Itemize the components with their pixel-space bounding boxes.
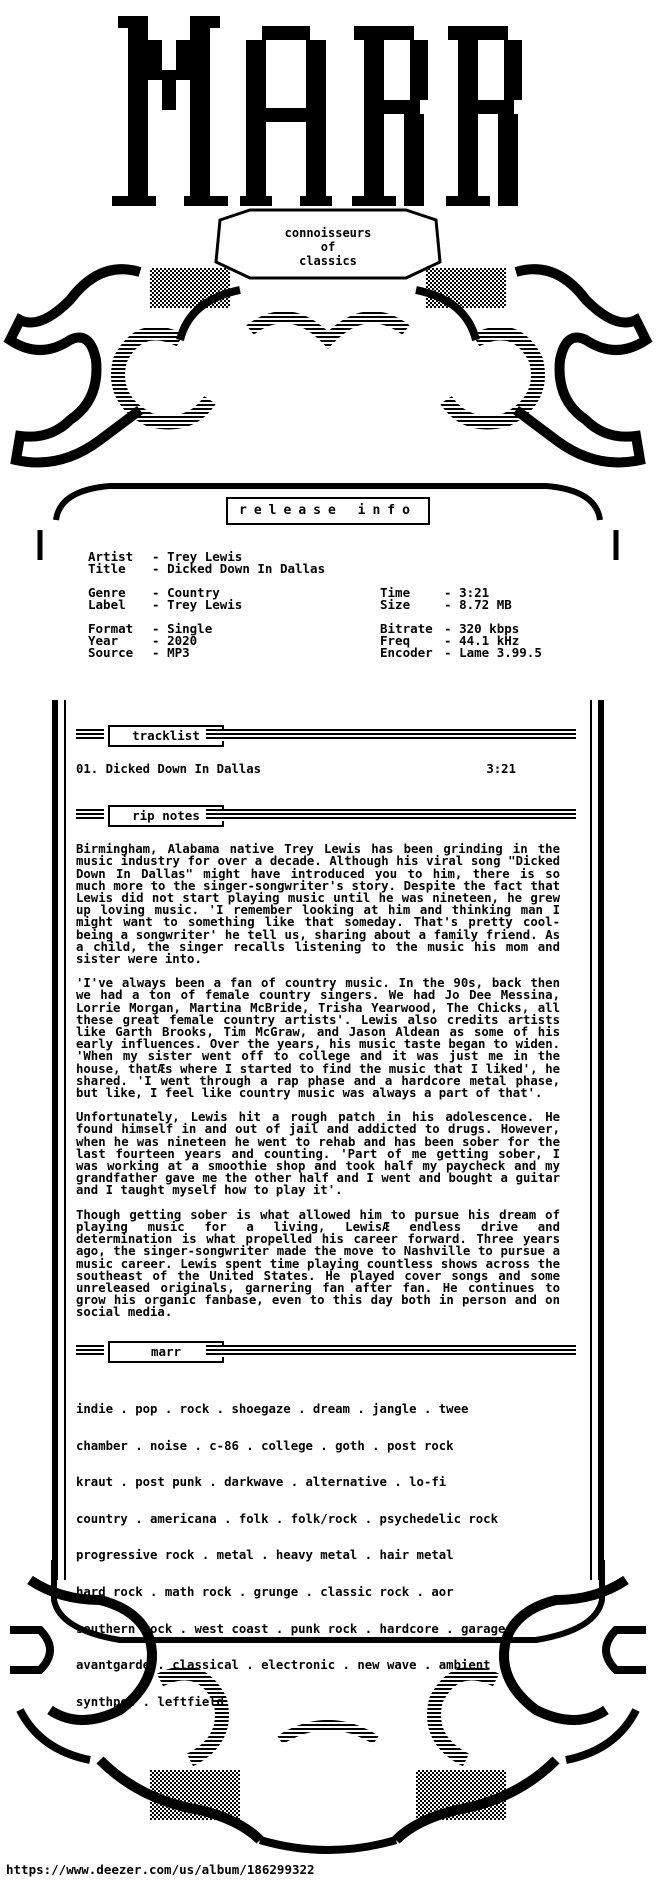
info-key: Artist xyxy=(88,549,134,564)
info-encoder-value: - Lame 3.99.5 xyxy=(444,645,542,660)
info-value: MP3 xyxy=(167,645,190,660)
info-freq-value: - 44.1 kHz xyxy=(444,633,520,648)
section-stripe-right xyxy=(206,729,576,741)
release-info-header: release info xyxy=(226,497,430,525)
genre-tag-line: synthpop . leftfield xyxy=(76,1694,225,1709)
info-label xyxy=(88,599,126,611)
info-value: 320 kbps xyxy=(459,621,520,636)
info-key: Year xyxy=(88,633,119,648)
section-stripe-left xyxy=(76,1345,104,1357)
info-format-value: - Single xyxy=(152,621,213,636)
genre-tag-line: southern rock . west coast . punk rock . hardcore . garage xyxy=(76,1621,506,1636)
info-value: 3:21 xyxy=(459,585,490,600)
rip-notes-paragraph: Birmingham, Alabama native Trey Lewis has been grinding in the music industry for over a decade. Although his viral song "Dicked Down In Dallas" might have introduced you to him, there is so much more to the singer-songwriter's story. Despite the fact that Lewis did not start playing music until he was nineteen, he grew up loving music. 'I remember looking at him and thinking man I might want to something like that someday. That's pretty cool- being a songwriter' he tell us, sharing about a family friend. As a child, the singer recalls listening to the music his mom and sister were into. xyxy=(76,842,560,967)
left-ornament xyxy=(10,268,240,463)
info-value: Country xyxy=(167,585,220,600)
release-info-panel xyxy=(60,545,600,675)
rip-notes-section-header xyxy=(76,805,576,825)
info-value: Trey Lewis xyxy=(167,597,243,612)
right-ornament xyxy=(416,268,646,463)
info-value: 8.72 MB xyxy=(459,597,512,612)
info-key: Bitrate xyxy=(380,621,433,636)
info-key: Genre xyxy=(88,585,126,600)
genre-tag-line: indie . pop . rock . shoegaze . dream . jangle . twee xyxy=(76,1401,469,1416)
info-genre-value: - Country xyxy=(152,585,220,600)
info-value: Lame 3.99.5 xyxy=(459,645,542,660)
right-rail xyxy=(598,700,604,1580)
info-value: Single xyxy=(167,621,213,636)
info-year-value: - 2020 xyxy=(152,633,198,648)
genre-tag-line: kraut . post punk . darkwave . alternative . lo-fi xyxy=(76,1475,447,1490)
marr-label: marr xyxy=(108,1341,224,1363)
info-source-value: - MP3 xyxy=(152,645,190,660)
section-stripe-right xyxy=(206,809,576,821)
tracklist-section-header xyxy=(76,725,576,745)
left-rail-inner xyxy=(64,700,66,1580)
info-time-value: - 3:21 xyxy=(444,585,490,600)
track-title: 01. Dicked Down In Dallas xyxy=(76,762,262,776)
tagline-line-1: connoisseurs xyxy=(284,226,372,240)
rip-notes-paragraph: 'I've always been a fan of country music. In the 90s, back then we had a ton of female country singers. We had Jo Dee Messina, Lorrie Morgan, Martina McBride, Trisha Yearwood, The Chicks, all these great female country artists'. Lewis also credits artists like Garth Brooks, Tim McGraw, and Jason Aldean as some of his early influences. Over the years, his music taste began to widen. 'When my sister went off to college and it was just me in the house, thatÆs where I started to find the music that I liked', he shared. 'I went through a rap phase and a hardcore metal phase, but like, I feel like country music was always a part of that'. xyxy=(76,976,560,1101)
marr-section-header xyxy=(76,1341,576,1361)
info-key: Time xyxy=(380,585,411,600)
tagline-line-2: of xyxy=(320,240,336,254)
info-title-value: - Dicked Down In Dallas xyxy=(152,561,326,576)
tracklist-label: tracklist xyxy=(108,725,224,747)
track-time: 3:21 xyxy=(486,762,516,776)
source-url[interactable]: https://www.deezer.com/us/album/186299322 xyxy=(6,1862,315,1877)
genre-tag-line: avantgarde . classical . electronic . new wave . ambient xyxy=(76,1658,491,1673)
genre-tag-line: chamber . noise . c-86 . college . goth . post rock xyxy=(76,1438,454,1453)
right-rail-inner xyxy=(590,700,592,1580)
info-key: Source xyxy=(88,645,134,660)
info-key: Format xyxy=(88,621,134,636)
info-label-value: - Trey Lewis xyxy=(152,597,243,612)
info-size xyxy=(380,599,410,611)
info-value: Trey Lewis xyxy=(167,549,243,564)
info-size-value: - 8.72 MB xyxy=(444,597,512,612)
bottom-right-ornament xyxy=(396,1580,646,1840)
section-stripe-left xyxy=(76,809,104,821)
marr-logo xyxy=(112,16,522,206)
info-key: Encoder xyxy=(380,645,433,660)
left-rail xyxy=(52,700,58,1580)
info-value: 44.1 kHz xyxy=(459,633,520,648)
genre-tag-line: hard rock . math rock . grunge . classic rock . aor xyxy=(76,1584,454,1599)
info-key: Label xyxy=(88,597,126,612)
info-value: Dicked Down In Dallas xyxy=(167,561,326,576)
track-row xyxy=(76,763,516,775)
tagline xyxy=(248,226,408,268)
tagline-line-3: classics xyxy=(299,254,357,268)
info-key: Freq xyxy=(380,633,411,648)
top-ascii-art xyxy=(0,0,656,560)
section-stripe-left xyxy=(76,729,104,741)
info-value: 2020 xyxy=(167,633,198,648)
info-title xyxy=(88,563,126,575)
genre-tag-line: progressive rock . metal . heavy metal . hair metal xyxy=(76,1548,454,1563)
info-artist-value: - Trey Lewis xyxy=(152,549,243,564)
genre-tag-line: country . americana . folk . folk/rock . psychedelic rock xyxy=(76,1511,498,1526)
bottom-left-ornament xyxy=(10,1580,260,1840)
bottom-ascii-art xyxy=(0,1560,656,1870)
info-bitrate-value: - 320 kbps xyxy=(444,621,520,636)
rip-notes-paragraph: Though getting sober is what allowed him to pursue his dream of playing music for a living, LewisÆ endless drive and determination is what propelled his career forward. Three years ago, the singer-songwriter made the move to Nashville to pursue a music career. Lewis spent time playing countless shows across the southeast of the United States. He played cover songs and some unreleased originals, garnering fan after fan. He continues to grow his organic fanbase, even to this day both in person and on social media. xyxy=(76,1207,560,1320)
info-key: Title xyxy=(88,561,126,576)
rip-notes-label: rip notes xyxy=(108,805,224,827)
info-key: Size xyxy=(380,597,411,612)
section-stripe-right xyxy=(206,1345,576,1357)
rip-notes-paragraph: Unfortunately, Lewis hit a rough patch in his adolescence. He found himself in and out of jail and addicted to drugs. However, when he was nineteen he went to rehab and has been sober for the last fourteen years and counting. 'Part of me getting sober, I was working at a smoothie shop and took half my paycheck and my grandfather gave me the other half and I went and bought a guitar and I taught myself how to play it'. xyxy=(76,1110,560,1198)
info-source xyxy=(88,647,133,659)
info-encoder xyxy=(380,647,433,659)
